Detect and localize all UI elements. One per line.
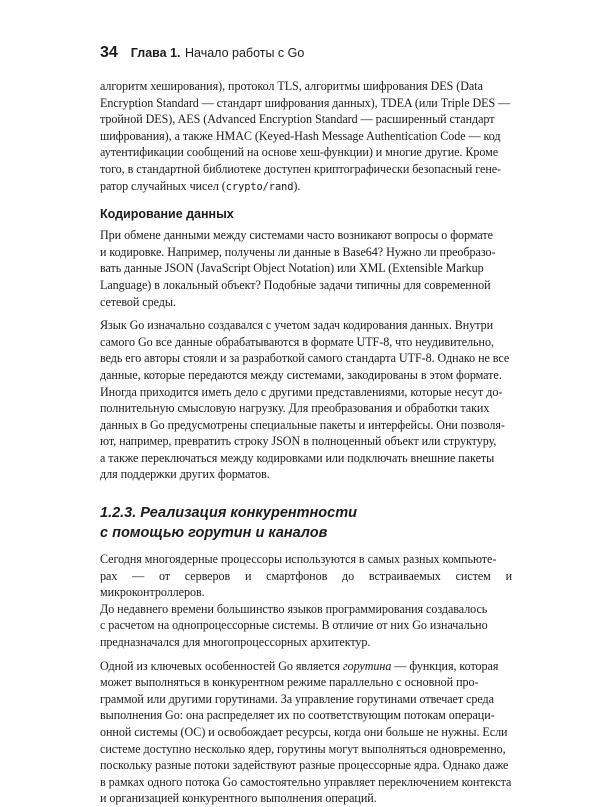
text-line: онной системы (ОС) и освобождает ресурсы, когда они больше не нужны. Если (100, 725, 508, 739)
text-line: вать данные JSON (JavaScript Object Notation) или XML (Extensible Markup (100, 261, 484, 276)
text-line-last (100, 178, 512, 196)
text-line: для поддержки других форматов. (100, 467, 270, 482)
paragraph-crypto (100, 78, 512, 195)
paragraph-multicore (100, 551, 512, 651)
text-line: данных в Go предусмотрены специальные пакеты и интерфейсы. Они позволя- (100, 417, 505, 432)
code-crypto-rand: crypto/rand (225, 180, 294, 193)
text-line: Encryption Standard — стандарт шифрования данных), TDEA (или Triple DES — (100, 95, 511, 110)
text-line: При обмене данными между системами часто возникают вопросы о формате (100, 228, 493, 243)
subheading-encoding: Кодирование данных (100, 207, 234, 222)
text-line: тройной DES), AES (Advanced Encryption Standard — расширенный стандарт (100, 112, 495, 127)
text-line: ведь его авторы стояли и за разработкой самого стандарта UTF-8. Однако не все (100, 351, 510, 366)
text-line: граммой или другими горутинами. За управление горутинами отвечает среда (100, 691, 494, 706)
term-goroutine: горутина (342, 658, 392, 673)
text-line: того, в стандартной библиотеке доступен криптографически безопасный гене- (100, 161, 502, 176)
text-line: Иногда приходится иметь дело с другими представлениями, которые несут до- (100, 384, 503, 399)
text-line-first (100, 658, 512, 675)
text-line: Language) в локальный объект? Подобные задачи типичны для современной (100, 277, 491, 292)
section-heading-line: с помощью горутин и каналов (100, 525, 328, 542)
section-heading-concurrency (100, 503, 512, 543)
text-line: и кодировке. Например, получены ли данные в Base64? Нужно ли преобразо- (100, 244, 496, 259)
text-line: предназначался для многопроцессорных архитектур. (100, 635, 371, 650)
text-line: алгоритм хеширования), протокол TLS, алгоритмы шифрования DES (Data (100, 79, 483, 93)
text-line: с расчетом на однопроцессорные системы. В отличие от них Go изначально (100, 618, 488, 633)
text-line: может выполняться в конкурентном режиме параллельно с основной про- (100, 675, 479, 690)
text-line: выполнения Go: она распределяет их по соответствующим потокам операци- (100, 708, 495, 723)
chapter-title: Начало работы с Go (184, 46, 305, 60)
text-line: ют, например, превратить строку JSON в полноценный объект или структуру, (100, 434, 497, 449)
text-line: Сегодня многоядерные процессоры используются в самых разных компьюте- (100, 552, 497, 567)
text-fragment: — функция, которая (391, 658, 499, 673)
section-heading-line: 1.2.3. Реализация конкурентности (100, 505, 357, 522)
paragraph-goroutines (100, 658, 512, 807)
text-line: в рамках одного потока Go самостоятельно управляет переключением контекста (100, 774, 512, 789)
text-line: самого Go все данные обрабатываются в формате UTF-8, что неудивительно, (100, 334, 494, 349)
text-line: а также переключаться между кодировками или подключать внешние пакеты (100, 450, 495, 465)
text-line: До недавнего времени большинство языков программирования создавалось (100, 601, 488, 616)
chapter-label: Глава 1. (130, 46, 181, 60)
paragraph-encoding-go (100, 317, 512, 483)
text-fragment: ). (293, 178, 301, 193)
page-number: 34 (100, 44, 118, 61)
book-page (100, 44, 512, 807)
text-line: и организацией конкурентного выполнения операций. (100, 791, 377, 806)
text-fragment: Одной из ключевых особенностей Go является (100, 658, 343, 673)
text-fragment: ратор случайных чисел ( (100, 178, 226, 193)
text-line: поскольку разные потоки задействуют разные процессорные ядра. Однако даже (100, 758, 509, 773)
text-line: сетевой среды. (100, 294, 176, 309)
text-line: Язык Go изначально создавался с учетом задач кодирования данных. Внутри (100, 318, 494, 333)
text-line: системе доступно несколько ядер, горутины могут выполняться одновременно, (100, 741, 506, 756)
text-line: аутентификации сообщений на основе хеш-функции) и многие другие. Кроме (100, 145, 499, 160)
text-line: полнительную смысловую нагрузку. Для преобразования и обработки таких (100, 401, 490, 416)
running-head (100, 44, 512, 64)
text-line: рах — от серверов и смартфонов до встраиваемых систем и микроконтроллеров. (100, 568, 512, 600)
text-line: шифрования), а также HMAC (Keyed-Hash Message Authentication Code — код (100, 128, 501, 143)
paragraph-encoding-intro (100, 227, 512, 310)
text-line: данные, которые передаются между системами, закодированы в этом формате. (100, 367, 502, 382)
